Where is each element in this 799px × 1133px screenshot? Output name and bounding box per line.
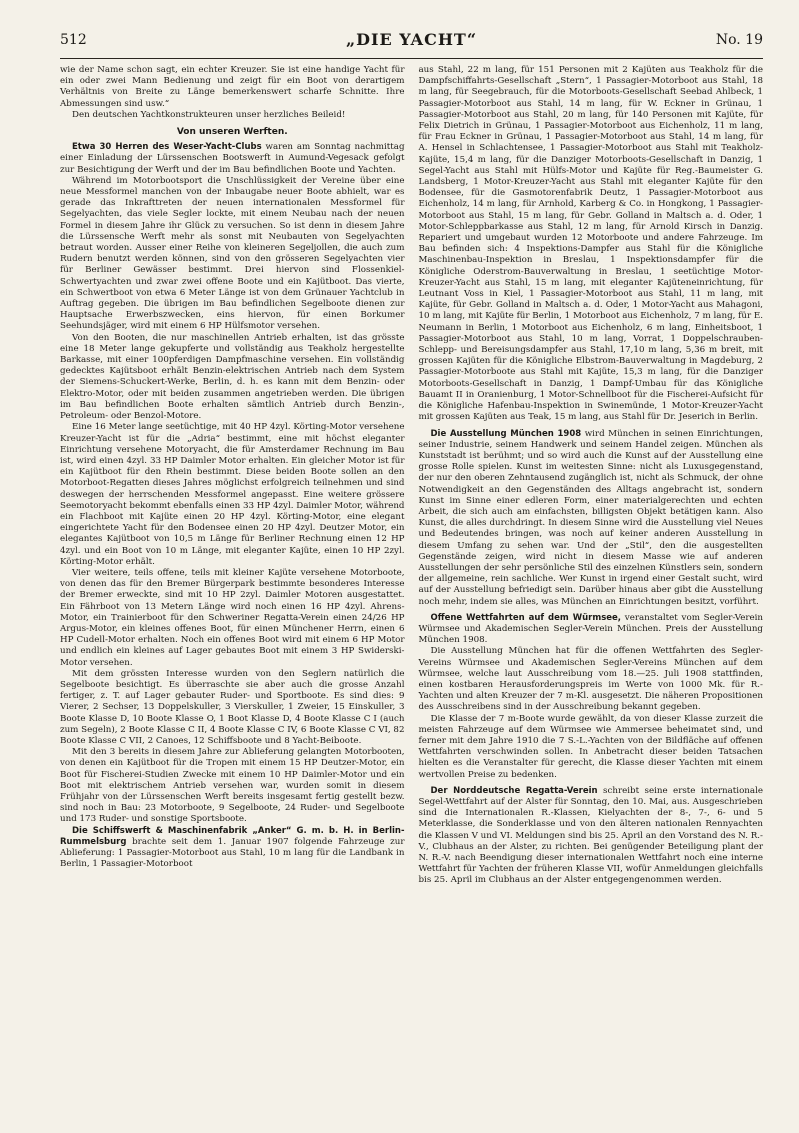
paragraph <box>419 429 764 608</box>
left-column <box>60 65 405 887</box>
paragraph-lead: Die Ausstellung München 1908 <box>430 428 582 439</box>
paragraph-lead: Die Schiffswerft & Maschinenfabrik „Anker“ G. m. b. H. in Berlin-Rummelsburg <box>60 825 405 847</box>
paragraph <box>60 142 405 176</box>
text-columns <box>60 65 763 887</box>
right-column <box>419 65 764 887</box>
page-number: 512 <box>60 32 87 48</box>
page-header <box>60 24 763 59</box>
paragraph-text: veranstaltet vom Segler-Verein Würmsee und Akademischen Segler-Verein München. Preis der Ausstellung München 1908. <box>418 612 763 646</box>
paragraph: Vier weitere, teils offene, teils mit kleiner Kajüte versehene Motorboote, von denen das für den Bremer Bürgerpark bestimmte besonderes Interesse der Bremer erweckte, sind mit 10 HP 2zyl. Daimler Motoren ausgestattet. Ein Fährboot von 13 Metern Länge wird noch einen 16 HP 4zyl. Ahrens-Motor, ein Trainierboot für den Schweriner Regatta-Verein einen 24/26 HP Argus-Motor, ein kleines offenes Boot, für einen Münchener Herrn, einen 6 HP Cudell-Motor erhalten. Noch ein offenes Boot wird mit einem 6 HP Motor und endlich ein kleines auf Lager gebautes Boot mit einem 3 HP Swiderski-Motor versehen. <box>60 567 405 668</box>
paragraph-lead: Offene Wettfahrten auf dem Würmsee, <box>430 612 622 623</box>
paragraph-lead: Etwa 30 Herren des Weser-Yacht-Clubs <box>72 142 262 153</box>
paragraph: Eine 16 Meter lange seetüchtige, mit 40 HP 4zyl. Körting-Motor versehene Kreuzer-Yacht ist für die „Adria“ bestimmt, eine mit höchst eleganter Einrichtung versehene Motoryacht, die für Amsterdamer Rechnung im Bau ist, wird einen 4zyl. 33 HP Daimler Motor erhalten. Ein gleicher Motor ist für ein Kajütboot für den Rhein bestimmt. Diese beiden Boote sollen an den Motorboot-Regatten dieses Jahres möglichst erfolgreich teilnehmen und sind deswegen der herrschenden Messformel angepasst. Eine weitere grössere Seemotoryacht bekommt ebenfalls einen 33 HP 4zyl. Daimler Motor, während ein Flachboot mit Kajüte einen 20 HP 4zyl. Körting-Motor, eine elegant eingerichtete Yacht für den Bodensee einen 20 HP 4zyl. Deutzer Motor, ein elegantes Kajütboot von 10,5 m Länge für Berliner Rechnung einen 12 HP 4zyl. und ein Boot von 10 m Länge, mit eleganter Kajüte, einen 10 HP 2zyl. Körting-Motor erhält. <box>60 422 405 567</box>
paragraph-text: schreibt seine erste internationale Segel-Wettfahrt auf der Alster für Sonntag, den 10. Mai, aus. Ausgeschrieben sind die Internationalen R.-Klassen, Kielyachten der 8-, 7-, 6- und 5 Meterklasse, die Sonderklasse und von den älteren nationalen Rennyachten die Klassen V und VI. Meldungen sind bis 25. April an den Vorstand des N. R.-V., Clubhaus an der Alster, zu richten. Bei genügender Beteiligung plant der N. R.-V. nach Beendigung dieser internationalen Wettfahrt noch eine interne Wettfahrt für Yachten der früheren Klasse VII, wofür Anmeldungen gleichfalls bis 25. April im Clubhaus an der Alster entgegengenommen werden. <box>418 785 763 886</box>
paragraph <box>419 613 764 647</box>
paragraph <box>419 786 764 887</box>
paragraph <box>60 826 405 871</box>
paragraph-text: wird München in seinen Einrichtungen, seiner Industrie, seinem Handwerk und seinem Handel zeigen. München als Kunststadt ist berühmt; und so wird auch die Kunst auf der Ausstellung eine grosse Rolle spielen. Kunst im weitesten Sinne: nicht als Luxusgegenstand, der nur den oberen Zehntausend zugänglich ist, nicht als Schmuck, der ohne Notwendigkeit an den Gegenständen des Alltags angebracht ist, sondern Kunst im Sinne einer edleren Form, einer materialgerechten und echten Arbeit, die sich auch am einfachsten, billigsten Objekt betätigen kann. Also Kunst, die alles durchdringt. In diesem Sinne wird die Ausstellung viel Neues und Bedeutendes bringen, was noch auf keiner anderen Ausstellung in diesem Umfang zu sehen war. Und der „Stil“, den die ausgestellten Gegenstände zeigen, wird nicht in diesem Masse wie auf anderen Ausstellungen der sehr persönliche Stil des einzelnen Künstlers sein, sondern der allgemeine, rein sachliche. Wer Kunst in irgend einer Gestalt sucht, wird auf der Ausstellung befriedigt sein. Darüber hinaus aber gibt die Ausstellung noch mehr, indem sie alles, was München an Einrichtungen besitzt, vorführt. <box>418 428 764 607</box>
paragraph: wie der Name schon sagt, ein echter Kreuzer. Sie ist eine handige Yacht für ein oder zwei Mann Bedienung und zeigt für ein Boot von derartigem Verhältnis von Breite zu Länge bemerkenswert scharfe Schnitte. Ihre Abmessungen sind usw.“ <box>60 65 405 109</box>
paragraph: Mit dem grössten Interesse wurden von den Seglern natürlich die Segelboote besichtigt. Es überraschte sie aber auch die grosse Anzahl fertiger, z. T. auf Lager gebauter Ruder- und Sportboote. Es sind dies: 9 Vierer, 2 Sechser, 13 Doppelskuller, 3 Vierskuller, 1 Zweier, 15 Einskuller, 3 Boote Klasse D, 10 Boote Klasse O, 1 Boot Klasse D, 4 Boote Klasse C I (auch zum Segeln), 2 Boote Klasse C II, 4 Boote Klasse C IV, 6 Boote Klasse C VI, 82 Boote Klasse C VII, 2 Canoes, 12 Schiffsboote und 8 Yacht-Beiboote. <box>60 668 405 746</box>
journal-title: „DIE YACHT“ <box>345 30 478 49</box>
paragraph: Die Ausstellung München hat für die offenen Wettfahrten des Segler-Vereins Würmsee und Akademischen Segler-Vereins München auf dem Würmsee, welche laut Ausschreibung vom 18.—25. Juli 1908 stattfinden, einen kostbaren Herausforderungspreis im Werte von 1000 Mk. für R.-Yachten und alten Kreuzer der 7 m-Kl. ausgesetzt. Die näheren Propositionen des Ausschreibens sind in der Ausschreibung bekannt gegeben. <box>418 646 763 713</box>
paragraph: Von den Booten, die nur maschinellen Antrieb erhalten, ist das grösste eine 18 Meter lange gekupferte und vollständig aus Teakholz hergestellte Barkasse, mit einer 100pferdigen Dampfmaschine versehen. Ein vollständig gedecktes Kajütsboot erhält Benzin-elektrischen Antrieb nach dem System der Siemens-Schuckert-Werke, Berlin, d. h. es kann mit dem Benzin- oder Elektro-Motor, oder mit beiden zusammen angetrieben werden. Die übrigen im Bau befindlichen Boote erhalten sämtlich Antrieb durch Benzin-, Petroleum- oder Benzol-Motore. <box>60 332 405 422</box>
paragraph: Die Klasse der 7 m-Boote wurde gewählt, da von dieser Klasse zurzeit die meisten Fahrzeuge auf dem Würmsee wie Ammersee beheimatet sind, und ferner mit dem Jahre 1910 die 7 S.-L.-Yachten von der Bildfläche auf offenen Wettfahrten verschwinden sollen. In Anbetracht dieser beiden Tatsachen hielten es die Veranstalter für gerecht, die Klasse dieser Yachten mit einem wertvollen Preise zu bedenken. <box>418 713 763 780</box>
paragraph: Mit den 3 bereits in diesem Jahre zur Ablieferung gelangten Motorbooten, von denen ein Kajütboot für die Tropen mit einem 15 HP Deutzer-Motor, ein Boot für Fischerei-Studien Zwecke mit einem 10 HP Daimler-Motor und ein Boot mit elektrischem Antrieb versehen war, wurden somit in diesem Frühjahr von der Lürssenschen Werft bereits insgesamt fertig gestellt bezw. sind noch in Bau: 23 Motorboote, 9 Segelboote, 24 Ruder- und Segelboote und 173 Ruder- und sonstige Sportsboote. <box>60 747 405 825</box>
paragraph-lead: Der Norddeutsche Regatta-Verein <box>430 785 598 796</box>
issue-number: No. 19 <box>715 32 763 48</box>
section-heading: Von unseren Werften. <box>176 127 288 138</box>
paragraph: Während im Motorbootsport die Unschlüssigkeit der Vereine über eine neue Messformel manchen von der Inbaugabe neuer Boote abhielt, war es gerade das Inkrafttreten der neuen internationalen Messformel für Segelyachten, das viele Segler lockte, mit einem Neubau nach der neuen Formel in diesem Jahre ihr Glück zu versuchen. So ist denn in diesem Jahre die Lürssensche Werft mehr als sonst mit Neubauten von Segelyachten betraut worden. Ausser einer Reihe von kleineren Segeljollen, die auch zum Rudern benutzt werden können, sind von den grösseren Segelyachten vier für Berliner Gewässer bestimmt. Drei hiervon sind Flossenkiel-Schwertyachten und zwar zwei offene Boote und ein Kajütboot. Das vierte, ein Schwertboot von etwa 6 Meter Länge ist von dem Grünauer Yachtclub in Auftrag gegeben. Die übrigen im Bau befindlichen Segelboote dienen zur Hauptsache Erwerbszwecken, eins hiervon, für einen Borkumer Seehundsjäger, wird mit einem 6 HP Hülfsmotor versehen. <box>60 175 405 332</box>
paragraph-text: brachte seit dem 1. Januar 1907 folgende Fahrzeuge zur Ablieferung: 1 Passagier-Motorboot aus Stahl, 10 m lang für die Landbank in Berlin, 1 Passagier-Motorboot <box>60 836 405 870</box>
paragraph-text: waren am Sonntag nachmittag einer Einladung der Lürssenschen Bootswerft in Aumund-Vegesack gefolgt zur Besichtigung der Werft und der im Bau befindlichen Boote und Yachten. <box>60 142 405 175</box>
paragraph: aus Stahl, 22 m lang, für 151 Personen mit 2 Kajüten aus Teakholz für die Dampfschiffahrts-Gesellschaft „Stern“, 1 Passagier-Motorboot aus Stahl, 18 m lang, für Seegebrauch, für die Motorboots-Gesellschaft Seebad Ahlbeck, 1 Passagier-Motorboot aus Stahl, 14 m lang, für W. Eckner in Grünau, 1 Passagier-Motorboot aus Stahl, 20 m lang, für 140 Personen mit Kajüte, für Felix Dietrich in Grünau, 1 Passagier-Motorboot aus Eichenholz, 11 m lang, für Frau Eckner in Grünau, 1 Passagier-Motorboot aus Stahl, 14 m lang, für A. Hensel in Schlachtensee, 1 Passagier-Motorboot aus Stahl mit Teakholz-Kajüte, 15,4 m lang, für die Danziger Motorboots-Gesellschaft in Danzig, 1 Segel-Yacht aus Stahl mit Hülfs-Motor und Kajüte für Reg.-Baumeister G. Landsberg, 1 Motor-Kreuzer-Yacht aus Stahl mit eleganter Kajüte für den Bodensee, für die Gasmotorenfabrik Deutz, 1 Passagier-Motorboot aus Eichenholz, 14 m lang, für Arnhold, Karberg & Co. in Hongkong, 1 Passagier-Motorboot aus Stahl, 15 m lang, für Gebr. Golland in Maltsch a. d. Oder, 1 Motor-Schleppbarkasse aus Stahl, 12 m lang, für Arnold Kirsch in Danzig. Repariert und umgebaut wurden 12 Motorboote und andere Fahrzeuge. Im Bau befinden sich: 4 Inspektions-Dampfer aus Stahl für die Königliche Maschinenbau-Inspektion in Breslau, 1 Inspektionsdampfer für die Königliche Oderstrom-Bauverwaltung in Breslau, 1 seetüchtige Motor-Kreuzer-Yacht aus Stahl, 15 m lang, mit eleganter Kajüteneinrichtung, für Leutnant Voss in Kiel, 1 Passagier-Motorboot aus Stahl, 11 m lang, mit Kajüte, für Gebr. Golland in Maltsch a. d. Oder, 1 Motor-Yacht aus Mahagoni, 10 m lang, mit Kajüte für Berlin, 1 Motorboot aus Eichenholz, 7 m lang, für E. Neumann in Berlin, 1 Motorboot aus Eichenholz, 6 m lang, Einheitsboot, 1 Passagier-Motorboot aus Stahl, 10 m lang, Vorrat, 1 Doppelschrauben-Schlepp- und Bereisungsdampfer aus Stahl, 17,10 m lang, 5,36 m breit, mit grossen Kajüten für die Königliche Elbstrom-Bauverwaltung in Magdeburg, 2 Passagier-Motorboote aus Stahl mit Kajüte, 15,3 m lang, für die Danziger Motorboots-Gesellschaft in Danzig, 1 Dampf-Umbau für das Königliche Bauamt II in Oranienburg, 1 Motor-Schnellboot für die Fischerei-Aufsicht für die Königliche Hafenbau-Inspektion in Swinemünde, 1 Motor-Kreuzer-Yacht mit grossen Kajüten aus Teak, 15 m lang, aus Stahl für Dr. Jeserich in Berlin. <box>418 65 763 423</box>
paragraph: Den deutschen Yachtkonstrukteuren unser herzliches Beileid! <box>72 109 346 120</box>
